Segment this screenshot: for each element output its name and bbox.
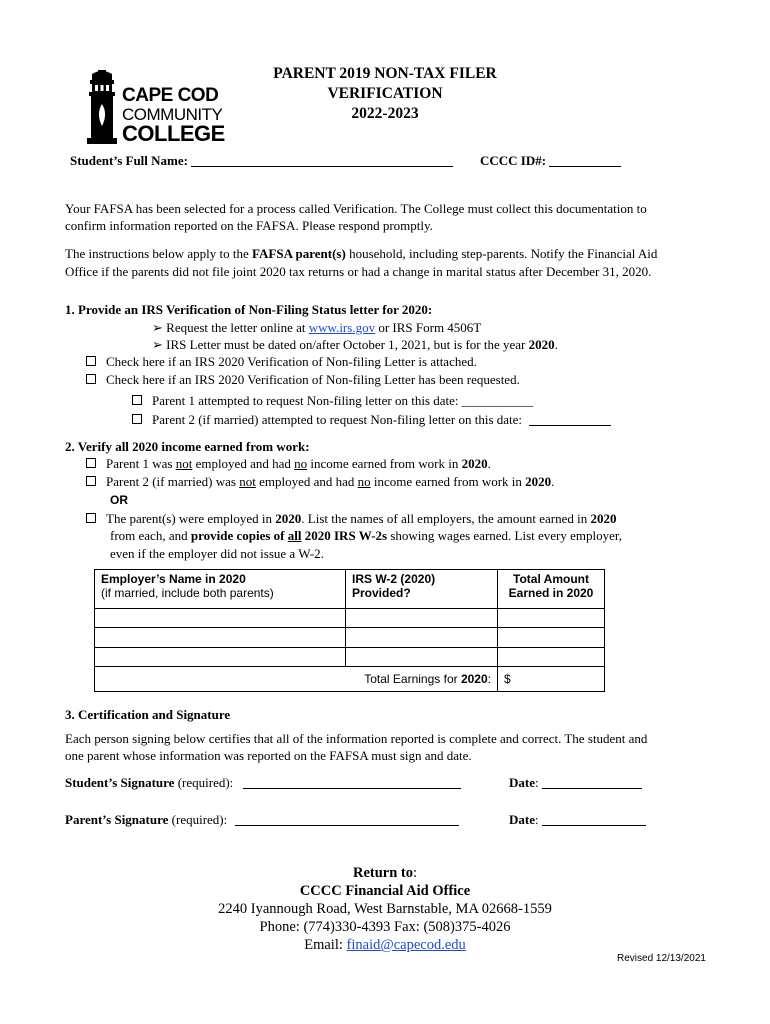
document-title: [230, 64, 540, 124]
text: showing wages earned. List every employer,: [387, 528, 622, 543]
checkbox[interactable]: [86, 513, 96, 523]
total-label-cell: [95, 667, 498, 692]
cccc-id-row: CCCC ID#:: [480, 153, 621, 169]
office-phone-fax: Phone: (774)330-4393 Fax: (508)375-4026: [259, 919, 511, 935]
w2-cell[interactable]: [346, 609, 498, 628]
instructions-line-2: Office if the parents did not file joint 2020 tax returns or had a change in marital status after December 31, 2020.: [65, 264, 652, 279]
option-parent-2-no-income: [86, 474, 554, 490]
check-letter-requested: [86, 372, 520, 388]
required-note: (required):: [174, 775, 234, 790]
option-parent-1-no-income: [86, 456, 491, 472]
bullet-2-text-a: IRS Letter must be dated on/after October 1, 2021, but is for the year: [166, 337, 529, 352]
total-value-cell[interactable]: $: [498, 667, 605, 692]
w2s-bold: 2020 IRS W-2s: [301, 528, 388, 543]
text: from each, and: [110, 528, 191, 543]
text: .: [487, 456, 491, 471]
amount-cell[interactable]: [498, 648, 605, 667]
total-row: [95, 667, 605, 692]
employer-cell[interactable]: [95, 609, 346, 628]
checkbox[interactable]: [132, 414, 142, 424]
title-line-2: VERIFICATION: [327, 85, 443, 102]
provide-copies-bold: provide copies of: [190, 528, 288, 543]
return-to-label: Return to: [352, 865, 413, 881]
employer-cell[interactable]: [95, 648, 346, 667]
student-signature-label: Student’s Signature: [65, 775, 175, 790]
logo-text: [122, 85, 225, 146]
year-bold: 2020: [590, 511, 617, 526]
employer-table: [94, 569, 605, 692]
option-parents-employed: [86, 511, 616, 527]
text: Parent 1 was: [106, 456, 176, 471]
text: .: [551, 474, 555, 489]
office-email-line: [150, 936, 620, 954]
table-row: [95, 628, 605, 648]
parent-signature-row: [65, 812, 459, 828]
checkbox[interactable]: [86, 476, 96, 486]
table-row: [95, 648, 605, 667]
employed-line-2: [110, 528, 622, 544]
table-header-row: [95, 570, 605, 609]
bullet-2-year: 2020: [528, 337, 555, 352]
or-separator: OR: [110, 493, 128, 507]
irs-gov-link[interactable]: www.irs.gov: [308, 320, 376, 335]
total-year: 2020: [460, 672, 488, 686]
header-total: [498, 570, 605, 609]
revision-date: Revised 12/13/2021: [617, 953, 706, 964]
instructions-text-a: The instructions below apply to the: [65, 246, 253, 261]
logo-line-1: CAPE COD: [122, 85, 219, 106]
w2-cell[interactable]: [346, 628, 498, 648]
required-note: (required):: [168, 812, 228, 827]
cccc-id-label: CCCC ID#: [480, 153, 542, 168]
college-logo: [84, 70, 224, 146]
email-label: Email:: [304, 937, 347, 953]
intro-line-1: Your FAFSA has been selected for a process called Verification. The College must collect this documentation to: [65, 201, 647, 216]
student-signature-row: [65, 775, 461, 791]
bullet-1-text-b: or IRS Form 4506T: [375, 320, 482, 335]
text: employed and had: [255, 474, 358, 489]
amount-cell[interactable]: [498, 609, 605, 628]
title-line-3: 2022-2023: [351, 105, 419, 122]
checkbox[interactable]: [86, 356, 96, 366]
parent-1-attempt-label: Parent 1 attempted to request Non-filing letter on this date: ___________: [152, 393, 534, 408]
student-signature-field[interactable]: [243, 776, 461, 789]
year-bold: 2020: [461, 456, 488, 471]
parent-2-attempt-label: Parent 2 (if married) attempted to request Non-filing letter on this date:: [152, 412, 523, 427]
checkbox[interactable]: [86, 374, 96, 384]
header-w2: [346, 570, 498, 609]
total-label: Total Earnings for: [364, 672, 461, 686]
underlined-all: all: [287, 528, 302, 543]
office-address: 2240 Iyannough Road, West Barnstable, MA 02668-1559: [218, 901, 552, 917]
certification-line-1: Each person signing below certifies that all of the information reported is complete and correct. The student and: [65, 731, 648, 746]
section-1-heading: 1. Provide an IRS Verification of Non-Filing Status letter for 2020:: [65, 302, 433, 317]
parent-date-field[interactable]: [542, 813, 646, 826]
arrow-bullet-icon: ➢: [152, 337, 167, 352]
instructions-line-1: [65, 246, 657, 262]
student-name-row: Student’s Full Name:: [70, 153, 453, 169]
section-1-bullet-2: ➢ IRS Letter must be dated on/after October 1, 2021, but is for the year 2020.: [152, 337, 558, 352]
check-letter-attached: [86, 354, 477, 370]
logo-line-2: COMMUNITY: [122, 105, 223, 124]
text: The parent(s) were employed in: [106, 511, 276, 526]
arrow-bullet-icon: ➢: [152, 320, 167, 335]
underlined-not: not: [239, 474, 256, 489]
col-3-subtitle: Earned in 2020: [508, 586, 594, 600]
header-employer: [95, 570, 346, 609]
intro-line-2: confirm information reported on the FAFSA. Please respond promptly.: [65, 218, 433, 233]
check-requested-label: Check here if an IRS 2020 Verification of Non-filing Letter has been requested.: [106, 372, 520, 387]
table-row: [95, 609, 605, 628]
underlined-not: not: [175, 456, 193, 471]
parent-2-date-field[interactable]: [529, 414, 611, 426]
student-name-label: Student’s Full Name: [70, 153, 184, 168]
col-2-title: IRS W-2 (2020): [352, 572, 436, 586]
return-to-block: [150, 864, 620, 954]
checkbox[interactable]: [86, 458, 96, 468]
student-name-field[interactable]: [191, 154, 453, 167]
date-label: Date: [509, 775, 535, 790]
text: employed and had: [192, 456, 295, 471]
text: Parent 2 (if married) was: [106, 474, 240, 489]
logo-line-3: COLLEGE: [122, 121, 225, 146]
parent-signature-field[interactable]: [235, 813, 459, 826]
check-parent-2-attempt: [132, 412, 611, 428]
year-bold: 2020: [525, 474, 552, 489]
amount-cell[interactable]: [498, 628, 605, 648]
cccc-id-field[interactable]: [549, 154, 621, 167]
employer-cell[interactable]: [95, 628, 346, 648]
student-date-row: Date:: [509, 775, 642, 791]
col-2-subtitle: Provided?: [352, 586, 411, 600]
col-3-title: Total Amount: [513, 572, 589, 586]
date-label: Date: [509, 812, 535, 827]
col-1-subtitle: (if married, include both parents): [101, 586, 274, 600]
instructions-text-c: household, including step-parents. Notify the Financial Aid: [345, 246, 658, 261]
certification-line-2: one parent whose information was reported on the FAFSA must sign and date.: [65, 748, 472, 763]
check-attached-label: Check here if an IRS 2020 Verification of Non-filing Letter is attached.: [106, 354, 477, 369]
checkbox[interactable]: [132, 395, 142, 405]
employed-line-3: even if the employer did not issue a W-2.: [110, 546, 324, 561]
bullet-1-text-a: Request the letter online at: [166, 320, 309, 335]
parent-signature-label: Parent’s Signature: [65, 812, 169, 827]
text: income earned from work in: [307, 456, 462, 471]
text: income earned from work in: [370, 474, 526, 489]
section-1-bullet-1: [152, 320, 481, 336]
col-1-title: Employer’s Name in 2020: [101, 572, 246, 586]
student-date-field[interactable]: [542, 776, 642, 789]
fafsa-parents-bold: FAFSA parent(s): [252, 246, 346, 261]
email-link[interactable]: finaid@capecod.edu: [346, 937, 466, 953]
underlined-no: no: [294, 456, 308, 471]
return-to-line: Return to:: [352, 865, 418, 881]
total-colon: :: [487, 672, 491, 686]
parent-date-row: Date:: [509, 812, 646, 828]
title-line-1: PARENT 2019 NON-TAX FILER: [273, 65, 497, 82]
text: . List the names of all employers, the amount earned in: [301, 511, 591, 526]
lighthouse-icon: [84, 70, 120, 146]
section-2-heading: 2. Verify all 2020 income earned from work:: [65, 439, 310, 454]
section-3-heading: 3. Certification and Signature: [65, 707, 231, 722]
check-parent-1-attempt: [132, 393, 533, 409]
w2-cell[interactable]: [346, 648, 498, 667]
year-bold: 2020: [275, 511, 302, 526]
office-name: CCCC Financial Aid Office: [299, 883, 471, 899]
underlined-no: no: [357, 474, 371, 489]
